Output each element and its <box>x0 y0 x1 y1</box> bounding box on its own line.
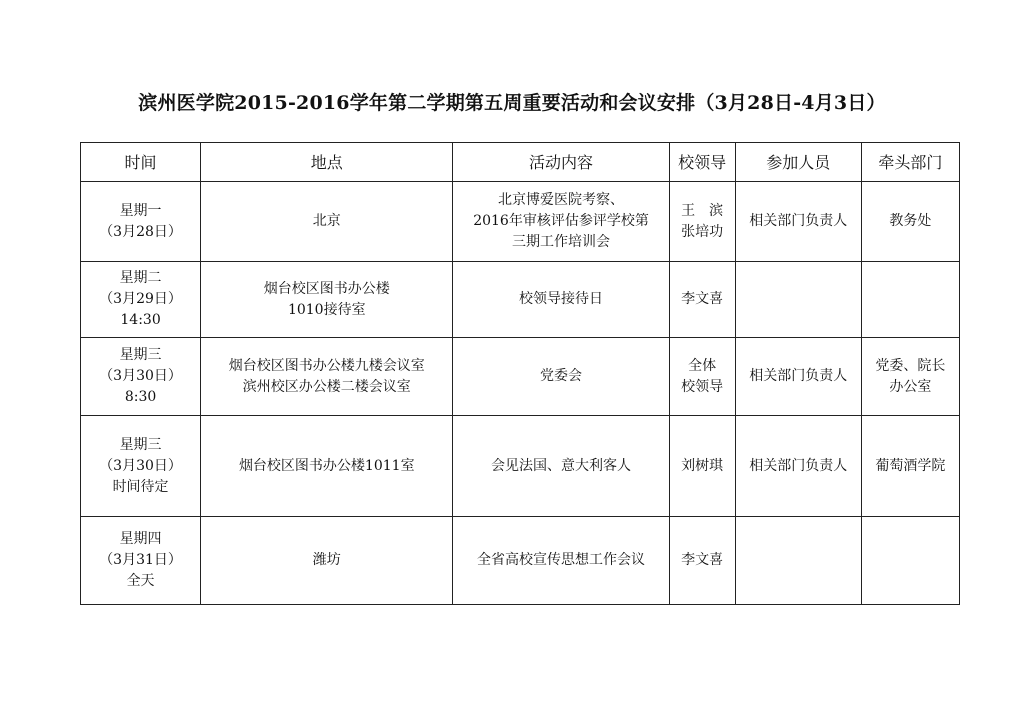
cell-line: 星期四 <box>119 531 162 547</box>
cell-leader <box>669 182 735 262</box>
cell-line: 北京博爱医院考察、 <box>498 192 625 208</box>
cell-content <box>453 182 669 262</box>
cell-place <box>201 517 453 605</box>
cell-line: 党委、院长 <box>875 357 946 374</box>
cell-line: 时间待定 <box>112 478 169 495</box>
cell-line: 14:30 <box>120 312 161 328</box>
cell-dept <box>861 182 959 262</box>
cell-line: 李文喜 <box>681 552 724 568</box>
cell-line: （3月30日） <box>99 368 182 384</box>
table-row <box>81 182 960 262</box>
cell-line: 烟台校区图书办公楼1011室 <box>238 457 415 474</box>
cell-line: 8:30 <box>124 389 157 405</box>
cell-line: 张培功 <box>681 223 724 240</box>
cell-time <box>81 517 201 605</box>
page-title: 滨州医学院2015-2016学年第二学期第五周重要活动和会议安排（3月28日-4月3日） <box>138 92 886 114</box>
cell-dept <box>861 517 959 605</box>
header-place: 地点 <box>201 143 453 182</box>
cell-leader <box>669 517 735 605</box>
cell-line: 相关部门负责人 <box>749 213 848 229</box>
cell-line: 刘树琪 <box>681 457 724 474</box>
table-row <box>81 416 960 517</box>
cell-place <box>201 182 453 262</box>
cell-line: （3月31日） <box>99 552 182 568</box>
cell-participants <box>735 182 861 262</box>
header-time: 时间 <box>81 143 201 182</box>
cell-time <box>81 262 201 338</box>
cell-line: 烟台校区图书办公楼 <box>263 280 390 297</box>
cell-line: 王 滨 <box>681 202 724 219</box>
cell-line: 烟台校区图书办公楼九楼会议室 <box>228 357 425 374</box>
cell-line: 教务处 <box>889 213 932 229</box>
cell-line: 滨州校区办公楼二楼会议室 <box>242 378 411 395</box>
cell-content <box>453 517 669 605</box>
cell-line: 星期一 <box>119 202 162 219</box>
cell-line: 办公室 <box>889 378 932 395</box>
cell-participants <box>735 262 861 338</box>
cell-participants <box>735 416 861 517</box>
cell-line: 1010接待室 <box>287 301 366 318</box>
header-content: 活动内容 <box>453 143 669 182</box>
cell-dept <box>861 416 959 517</box>
cell-line: 三期工作培训会 <box>512 234 611 250</box>
cell-leader <box>669 338 735 416</box>
cell-place <box>201 338 453 416</box>
cell-place <box>201 416 453 517</box>
cell-line: 星期三 <box>119 436 162 453</box>
cell-content <box>453 416 669 517</box>
cell-line: 葡萄酒学院 <box>875 457 946 474</box>
cell-place <box>201 262 453 338</box>
cell-line: 2016年审核评估参评学校第 <box>473 213 649 229</box>
cell-time <box>81 182 201 262</box>
cell-leader <box>669 262 735 338</box>
cell-line: 北京 <box>312 213 341 229</box>
cell-line: 李文喜 <box>681 291 724 307</box>
header-leader: 校领导 <box>669 143 735 182</box>
cell-content <box>453 262 669 338</box>
cell-leader <box>669 416 735 517</box>
cell-line: 全天 <box>126 573 155 589</box>
cell-line: 星期二 <box>119 270 162 286</box>
schedule-table <box>80 142 960 605</box>
cell-line: （3月28日） <box>99 223 182 240</box>
cell-line: 相关部门负责人 <box>749 457 848 474</box>
cell-dept <box>861 262 959 338</box>
cell-content <box>453 338 669 416</box>
cell-dept <box>861 338 959 416</box>
cell-line: 全省高校宣传思想工作会议 <box>477 552 646 568</box>
cell-line: 党委会 <box>540 368 583 384</box>
cell-line: 校领导接待日 <box>519 291 604 307</box>
cell-line: 全体 <box>688 357 717 374</box>
cell-line: 潍坊 <box>312 552 341 568</box>
cell-time <box>81 416 201 517</box>
cell-time <box>81 338 201 416</box>
table-header-row <box>81 143 960 182</box>
header-participants: 参加人员 <box>735 143 861 182</box>
cell-participants <box>735 517 861 605</box>
cell-line: 星期三 <box>119 347 162 363</box>
cell-participants <box>735 338 861 416</box>
table-row <box>81 517 960 605</box>
table-row <box>81 338 960 416</box>
table-row <box>81 262 960 338</box>
cell-line: （3月30日） <box>99 457 182 474</box>
cell-line: 会见法国、意大利客人 <box>491 457 632 474</box>
cell-line: 相关部门负责人 <box>749 368 848 384</box>
cell-line: （3月29日） <box>99 291 182 307</box>
cell-line: 校领导 <box>681 378 724 395</box>
header-dept: 牵头部门 <box>861 143 959 182</box>
